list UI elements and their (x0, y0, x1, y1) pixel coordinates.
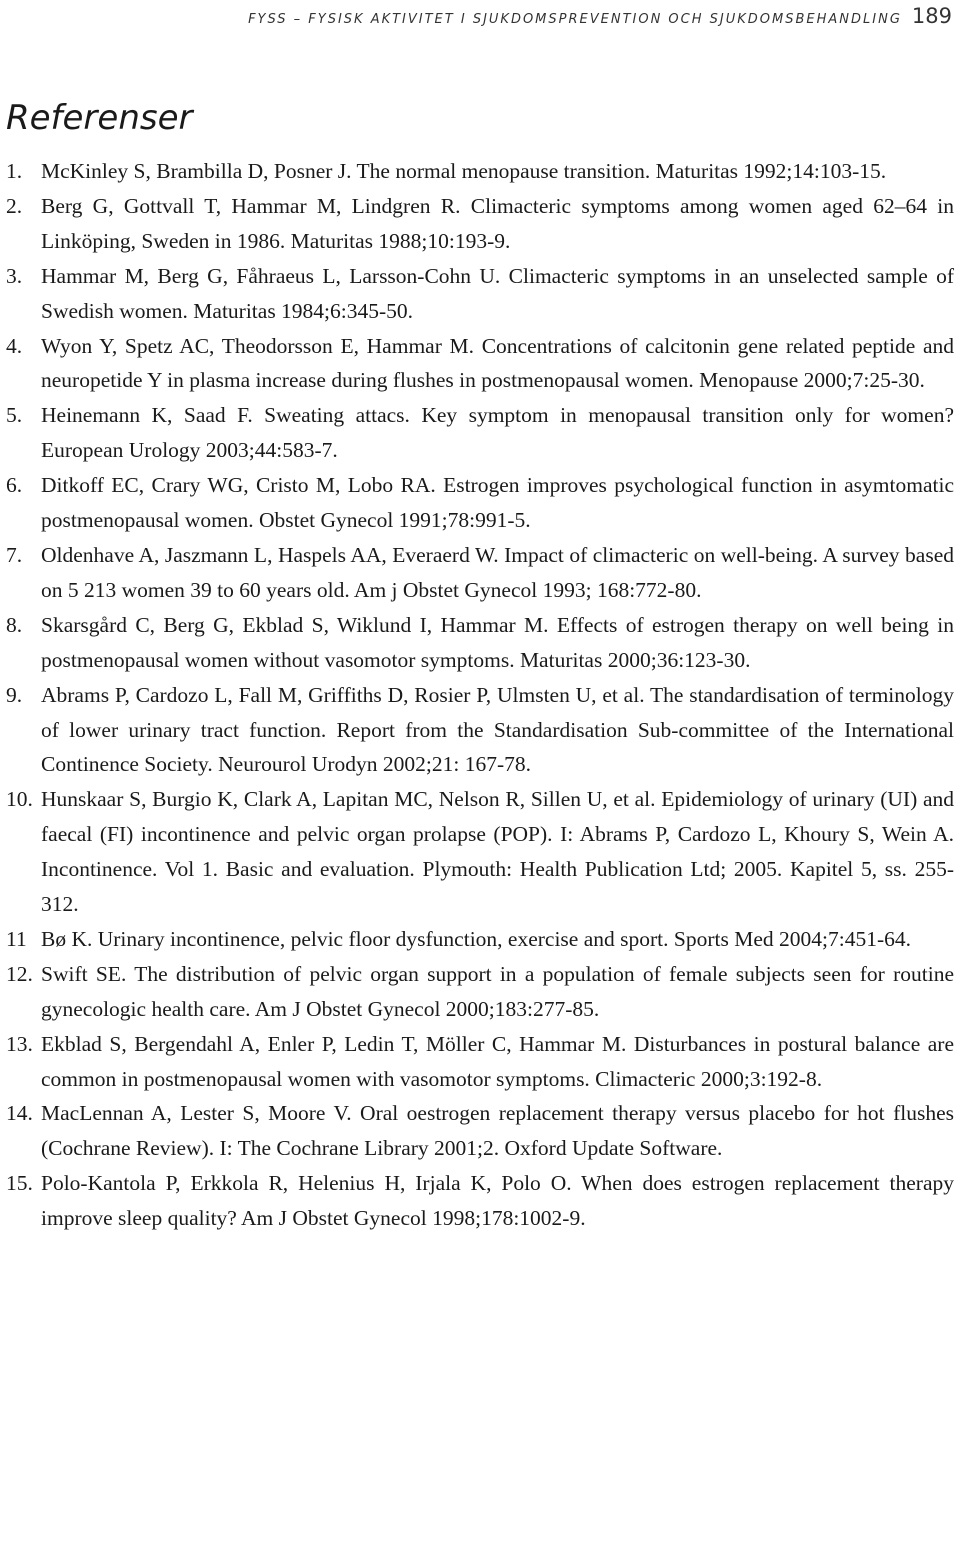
reference-list (6, 154, 954, 1236)
reference-item (6, 468, 954, 538)
reference-item (6, 782, 954, 922)
reference-text: Wyon Y, Spetz AC, Theodorsson E, Hammar M. Concentrations of calcitonin gene related peptide and neuropetide Y in plasma increase during flushes in postmenopausal women. Menopause 2000;7:25-30. (41, 333, 954, 393)
reference-item (6, 922, 954, 957)
reference-item (6, 1027, 954, 1097)
reference-number: 5. (6, 403, 23, 428)
reference-text: MacLennan A, Lester S, Moore V. Oral oestrogen replacement therapy versus placebo for hot flushes (Cochrane Review). I: The Cochrane Library 2001;2. Oxford Update Software. (41, 1101, 954, 1161)
reference-item (6, 678, 954, 783)
running-title: FYSS – FYSISK AKTIVITET I SJUKDOMSPREVENTION OCH SJUKDOMSBEHANDLING (248, 12, 902, 27)
reference-text: Skarsgård C, Berg G, Ekblad S, Wiklund I, Hammar M. Effects of estrogen therapy on well being in postmenopausal women without vasomotor symptoms. Maturitas 2000;36:123-30. (41, 612, 954, 672)
reference-item (6, 1096, 954, 1166)
reference-text: Hunskaar S, Burgio K, Clark A, Lapitan MC, Nelson R, Sillen U, et al. Epidemiology of urinary (UI) and faecal (FI) incontinence and pelvic organ prolapse (POP). I: Abrams P, Cardozo L, Khoury S, Wein A. Incontinence. Vol 1. Basic and evaluation. Plymouth: Health Publication Ltd; 2005. Kapitel 5, ss. 255-312. (41, 787, 954, 917)
reference-text: Berg G, Gottvall T, Hammar M, Lindgren R. Climacteric symptoms among women aged 62–64 in Linköping, Sweden in 1986. Maturitas 1988;10:193-9. (41, 193, 954, 253)
reference-text: Ekblad S, Bergendahl A, Enler P, Ledin T, Möller C, Hammar M. Disturbances in postural balance are common in postmenopausal women with vasomotor symptoms. Climacteric 2000;3:192-8. (41, 1031, 954, 1091)
reference-item (6, 154, 954, 189)
reference-text: McKinley S, Brambilla D, Posner J. The normal menopause transition. Maturitas 1992;14:103-15. (41, 159, 887, 183)
reference-number: 12. (6, 961, 33, 986)
reference-text: Oldenhave A, Jaszmann L, Haspels AA, Everaerd W. Impact of climacteric on well-being. A survey based on 5 213 women 39 to 60 years old. Am j Obstet Gynecol 1993; 168:772-80. (41, 542, 954, 602)
running-header (100, 4, 952, 28)
reference-text: Hammar M, Berg G, Fåhraeus L, Larsson-Cohn U. Climacteric symptoms in an unselected sample of Swedish women. Maturitas 1984;6:345-50. (41, 263, 954, 323)
reference-number: 9. (6, 682, 23, 707)
reference-item (6, 1166, 954, 1236)
reference-number: 3. (6, 263, 23, 288)
reference-number: 6. (6, 473, 23, 498)
reference-item (6, 608, 954, 678)
reference-text: Bø K. Urinary incontinence, pelvic floor dysfunction, exercise and sport. Sports Med 2004;7:451-64. (41, 926, 911, 951)
reference-number: 14. (6, 1101, 33, 1126)
reference-number: 13. (6, 1031, 33, 1056)
reference-number: 15. (6, 1171, 33, 1196)
reference-number: 8. (6, 612, 23, 637)
reference-item (6, 398, 954, 468)
reference-item (6, 189, 954, 259)
reference-text: Swift SE. The distribution of pelvic organ support in a population of female subjects seen for routine gynecologic health care. Am J Obstet Gynecol 2000;183:277-85. (41, 961, 954, 1021)
reference-number: 11 (6, 926, 27, 951)
reference-text: Polo-Kantola P, Erkkola R, Helenius H, Irjala K, Polo O. When does estrogen replacement therapy improve sleep quality? Am J Obstet Gynecol 1998;178:1002-9. (41, 1171, 954, 1231)
reference-text: Abrams P, Cardozo L, Fall M, Griffiths D, Rosier P, Ulmsten U, et al. The standardisation of terminology of lower urinary tract function. Report from the Standardisation Sub-committee of the International Continence Society. Neurourol Urodyn 2002;21: 167-78. (41, 682, 954, 777)
reference-number: 4. (6, 333, 23, 358)
reference-text: Ditkoff EC, Crary WG, Cristo M, Lobo RA. Estrogen improves psychological function in asymtomatic postmenopausal women. Obstet Gynecol 1991;78:991-5. (41, 473, 954, 533)
reference-item (6, 538, 954, 608)
reference-item (6, 329, 954, 399)
reference-item (6, 957, 954, 1027)
reference-text: Heinemann K, Saad F. Sweating attacs. Key symptom in menopausal transition only for women? European Urology 2003;44:583-7. (41, 403, 954, 463)
section-heading: Referenser (6, 98, 193, 138)
reference-number: 10. (6, 787, 33, 812)
reference-number: 1. (6, 159, 23, 183)
reference-number: 2. (6, 193, 23, 218)
reference-number: 7. (6, 542, 23, 567)
reference-item (6, 259, 954, 329)
page-number: 189 (911, 4, 952, 28)
